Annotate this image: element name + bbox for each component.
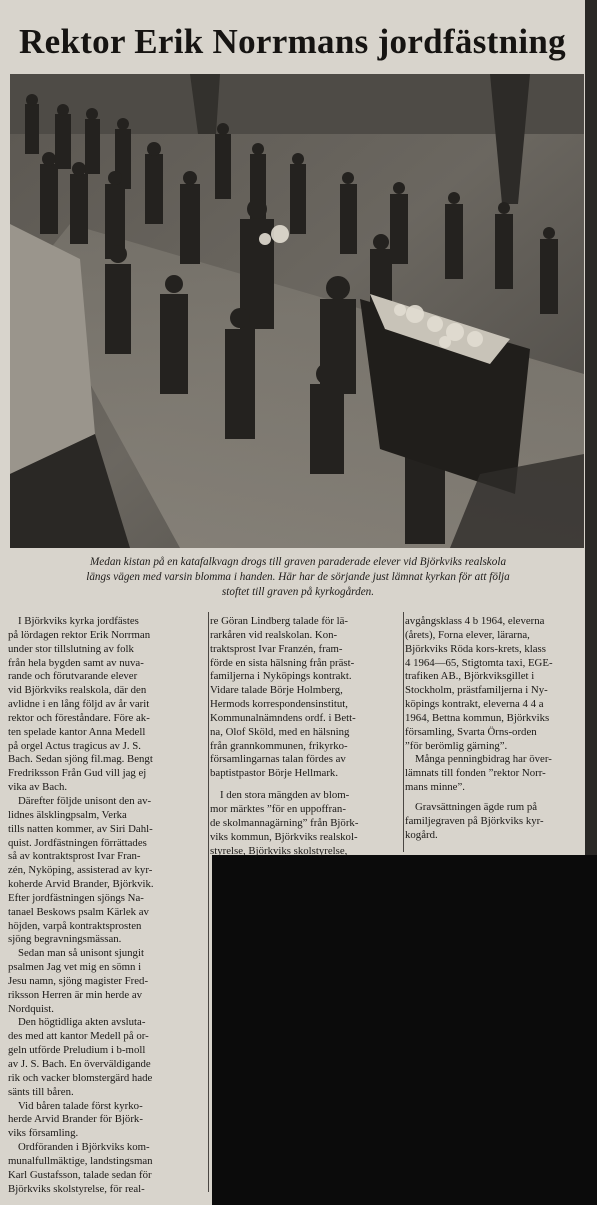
text-line: Hermods korrespondensinstitut, — [210, 698, 348, 711]
text-line: på lördagen rektor Erik Norrman — [8, 628, 151, 641]
text-line: kogård. — [405, 828, 438, 841]
black-background-area — [212, 855, 597, 1205]
text-line: trafiken AB., Björkviksgillet i — [405, 670, 535, 683]
text-line: familjerna i Nyköpings kontrakt. — [210, 670, 352, 683]
text-line: så av kontraktsprost Ivar Fran- — [8, 850, 141, 863]
text-line: på orgel Actus tragicus av J. S. — [8, 739, 141, 752]
photo-illustration — [10, 74, 584, 548]
text-line: herde Arvid Brander för Björk- — [8, 1113, 143, 1126]
text-line: Sedan man så unisont sjungit — [18, 947, 144, 960]
photo-caption — [12, 555, 584, 600]
text-line: I Björkviks kyrka jordfästes — [18, 615, 139, 627]
funeral-procession-photo — [10, 74, 584, 548]
text-line: Gravsättningen ägde rum på — [415, 800, 538, 813]
text-line: ten spelade kantor Anna Medell — [8, 725, 146, 738]
text-line: Björkviks Röda kors-krets, klass — [405, 642, 546, 655]
text-line: de skolmannagärning” från Björk- — [210, 816, 359, 829]
text-line: Därefter följde unisont den av- — [18, 794, 152, 807]
text-line: Jesu namn, sjöng magister Fred- — [8, 974, 149, 987]
text-line: Stockholm, prästfamiljerna i Ny- — [405, 684, 548, 697]
text-line: rektor och föreståndare. Före ak- — [8, 711, 150, 724]
article-headline: Rektor Erik Norrmans jordfästning — [19, 22, 566, 61]
column-divider — [403, 612, 404, 852]
text-line: avgångsklass 4 b 1964, eleverna — [405, 615, 545, 627]
text-line: Vid båren talade först kyrko- — [18, 1099, 143, 1112]
text-line: I den stora mängden av blom- — [220, 789, 350, 802]
text-line: geln utförde Preludium i b-moll — [8, 1044, 146, 1057]
text-line: 4 1964—65, Stigtomta taxi, EGE- — [405, 656, 553, 669]
text-line: 1964, Bettna kommun, Björkviks — [405, 711, 550, 724]
text-line: sänts till båren. — [8, 1085, 74, 1098]
text-line: under stor tillslutning av folk — [8, 642, 134, 655]
text-line: rande och förutvarande elever — [8, 670, 138, 683]
text-line: sjöng begravningsmässan. — [8, 933, 122, 946]
text-line: Nordquist. — [8, 1002, 54, 1015]
text-line: mans minne”. — [405, 781, 465, 794]
text-line: quist. Jordfästningen förrättades — [8, 836, 147, 849]
paragraph-gap — [210, 781, 402, 789]
text-line: re Göran Lindberg talade för lä- — [210, 615, 348, 627]
text-line: avlidne i en lång följd av år varit — [8, 698, 150, 711]
text-line: Björkviks skolstyrelse, för real- — [8, 1182, 145, 1195]
text-line: mor märktes ”för en uppoffran- — [210, 802, 346, 815]
text-line: zén, Nyköping, assisterad av kyr- — [8, 864, 153, 877]
text-line: vika av Bach. — [8, 781, 68, 794]
text-line: psalmen Jag vet mig en sömn i — [8, 961, 142, 974]
text-line: familjegraven på Björkviks kyr- — [405, 814, 544, 827]
text-line: köpings kontrakt, eleverna 4 4 a — [405, 698, 544, 711]
text-line: riksson Herren är min herde av — [8, 988, 143, 1001]
text-line: styrelse, Björkviks skolstyrelse, — [210, 844, 348, 857]
text-line: Kommunalnämndens ordf. i Bett- — [210, 711, 356, 724]
text-line: (årets), Forna elever, lärarna, — [405, 628, 530, 641]
text-line: viks församling. — [8, 1127, 79, 1140]
text-line: från hela bygden samt av nuva- — [8, 656, 144, 669]
text-line: Den högtidliga akten avsluta- — [18, 1016, 146, 1029]
caption-line: Medan kistan på en katafalkvagn drogs till graven paraderade elever vid Björkviks realskola — [89, 556, 507, 568]
article-column-3 — [405, 615, 595, 843]
text-line: tanael Beskows psalm Kärlek av — [8, 905, 149, 918]
text-line: traktsprost Ivar Franzén, fram- — [210, 642, 343, 655]
text-line: lämnats till fonden ”rektor Norr- — [405, 767, 546, 780]
text-line: munalfullmäktige, landstingsman — [8, 1154, 153, 1167]
text-line: koherde Arvid Brander, Björkvik. — [8, 878, 154, 891]
text-line: förde en sista hälsning från präst- — [210, 656, 355, 669]
text-line: ”för berömlig gärning”. — [405, 739, 508, 752]
article-column-2 — [210, 615, 402, 858]
text-line: Ordföranden i Björkviks kom- — [18, 1141, 150, 1154]
text-line: församlingarnas talan fördes av — [210, 753, 346, 766]
text-line: från grannkommunen, frikyrko- — [210, 739, 348, 752]
text-line: Många penningbidrag har över- — [415, 753, 552, 766]
text-line: rarkåren vid realskolan. Kon- — [210, 628, 338, 641]
article-column-1 — [8, 615, 208, 1196]
column-divider — [208, 612, 209, 1192]
caption-line: längs vägen med varsin blomma i handen. Här har de sörjande just lämnat kyrkan för att följa — [86, 571, 510, 583]
text-line: Fredriksson Från Gud vill jag ej — [8, 767, 147, 780]
text-line: Efter jordfästningen sjöngs Na- — [8, 891, 144, 904]
text-line: av J. S. Bach. En överväldigande — [8, 1058, 151, 1070]
text-line: Vidare talade Börje Holmberg, — [210, 684, 343, 697]
text-line: Bach. Sedan sjöng fil.mag. Bengt — [8, 753, 153, 766]
text-line: baptistpastor Börje Hellmark. — [210, 767, 339, 780]
text-line: församling, Svarta Örns-orden — [405, 725, 537, 738]
text-line: tills natten kommer, av Siri Dahl- — [8, 822, 153, 835]
text-line: vid Björkviks realskola, där den — [8, 684, 147, 697]
caption-line: stoftet till graven på kyrkogården. — [221, 586, 375, 598]
text-line: lidnes älsklingpsalm, Verka — [8, 808, 127, 821]
text-line: rik och vacker blomstergärd hade — [8, 1071, 153, 1084]
text-line: na, Olof Sköld, med en hälsning — [210, 725, 350, 738]
text-line: des med att kantor Medell på or- — [8, 1030, 149, 1043]
text-line: Karl Gustafsson, talade sedan för — [8, 1168, 152, 1181]
text-line: höjden, varpå kontraktsprosten — [8, 919, 142, 932]
text-line: viks kommun, Björkviks realskol- — [210, 830, 358, 843]
